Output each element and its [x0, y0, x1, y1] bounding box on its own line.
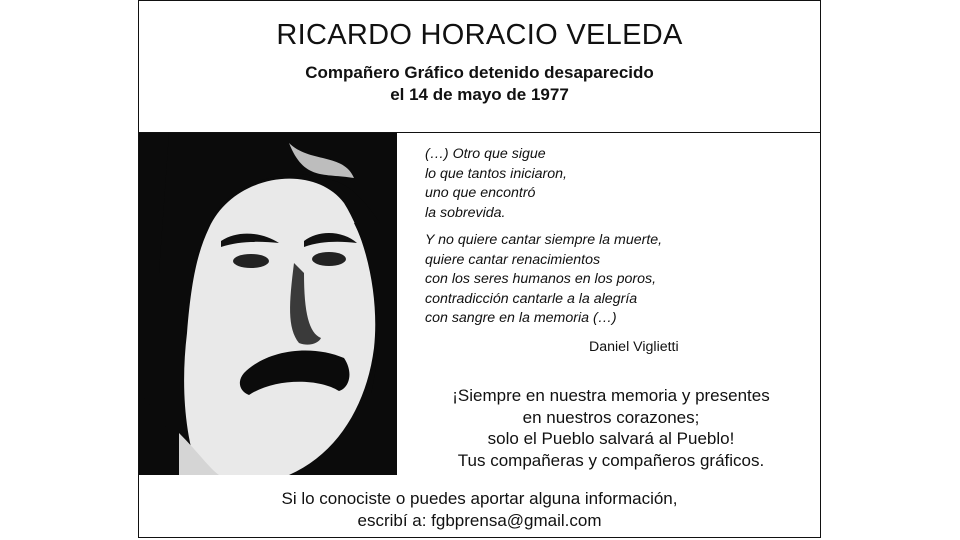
poem-line: (…) Otro que sigue: [425, 146, 546, 162]
poem-line: Y no quiere cantar siempre la muerte,: [425, 232, 663, 248]
poem-line: lo que tantos iniciaron,: [425, 165, 567, 182]
memorial-line: ¡Siempre en nuestra memoria y presentes: [452, 386, 770, 405]
poem-author: Daniel Viglietti: [589, 339, 679, 355]
memorial-message: [401, 385, 821, 471]
memorial-line: Tus compañeras y compañeros gráficos.: [457, 450, 765, 470]
poem-line: la sobrevida.: [425, 204, 506, 221]
subtitle-line-1: Compañero Gráfico detenido desaparecido: [305, 63, 654, 82]
subtitle-line-2: el 14 de mayo de 1977: [390, 85, 569, 104]
poem-line: con sangre en la memoria (…): [425, 310, 617, 326]
memorial-line: solo el Pueblo salvará al Pueblo!: [487, 429, 735, 448]
poem-line: contradicción cantarle a la alegría: [425, 290, 638, 307]
poem-line: con los seres humanos en los poros,: [425, 271, 657, 287]
header: [139, 1, 820, 133]
poem-line: quiere cantar renacimientos: [425, 251, 601, 268]
person-name: RICARDO HORACIO VELEDA: [276, 19, 683, 51]
contact-footer: [139, 488, 820, 531]
portrait-photo: [139, 133, 397, 475]
memorial-line: en nuestros corazones;: [522, 407, 700, 427]
poem: [425, 145, 805, 329]
footer-line: Si lo conociste o puedes aportar alguna información,: [281, 489, 678, 508]
poem-line: uno que encontró: [425, 185, 536, 201]
memorial-card: [138, 0, 821, 538]
contact-email-line: escribí a: fgbprensa@gmail.com: [357, 510, 602, 530]
